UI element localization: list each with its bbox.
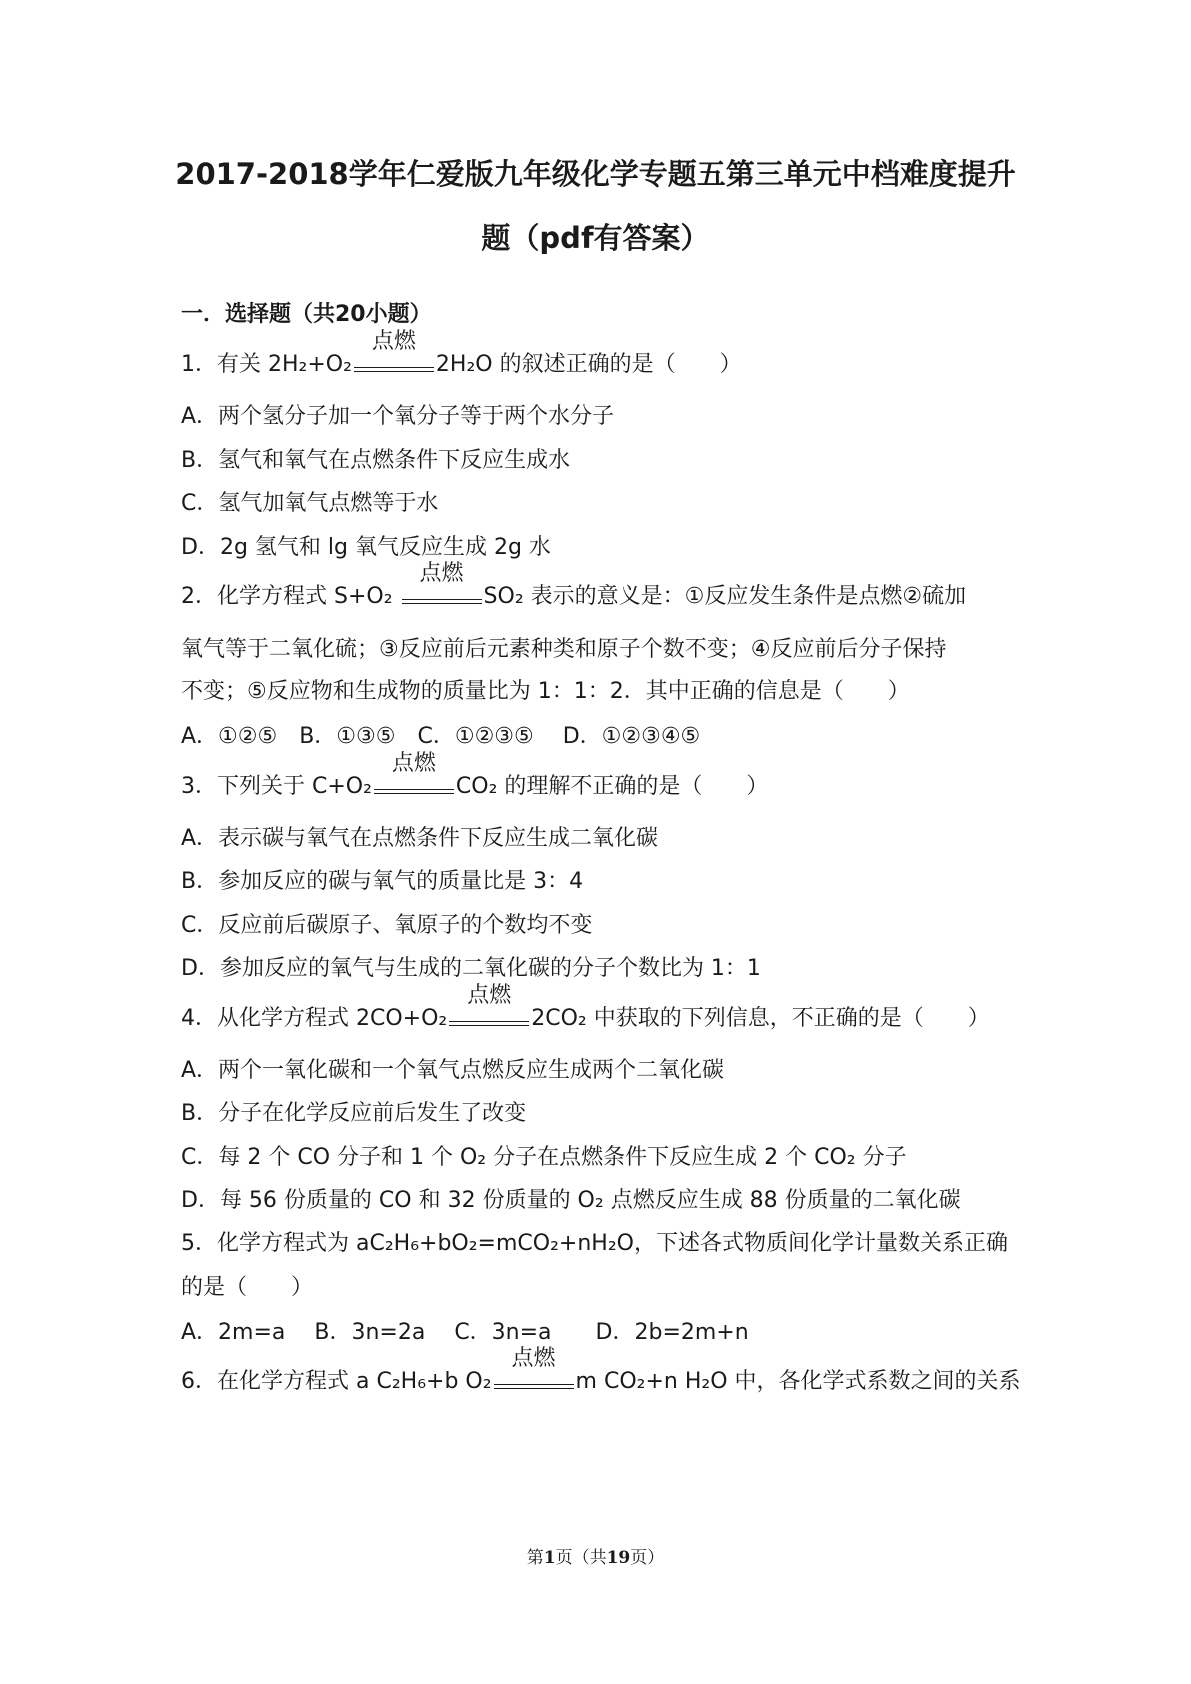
question-1-option-b: B．氢气和氧气在点燃条件下反应生成水	[181, 448, 571, 473]
double-line	[354, 367, 434, 372]
reaction-condition: 点燃	[511, 1346, 556, 1371]
question-2-options: A．①②⑤ B．①③⑤ C．①②③⑤ D．①②③④⑤	[181, 724, 701, 749]
question-1-option-a: A．两个氢分子加一个氧分子等于两个水分子	[181, 404, 615, 429]
document-title-line-1: 2017-2018学年仁爱版九年级化学专题五第三单元中档难度提升	[175, 157, 1016, 191]
question-4-option-a: A．两个一氧化碳和一个氧气点燃反应生成两个二氧化碳	[181, 1058, 725, 1083]
question-1-stem-end: 2H₂O 的叙述正确的是（ ）	[435, 352, 742, 377]
question-2-stem-end: SO₂ 表示的意义是：①反应发生条件是点燃②硫加	[483, 584, 967, 609]
double-line	[449, 1021, 529, 1026]
reaction-arrow	[352, 329, 436, 380]
reaction-arrow	[492, 1346, 576, 1397]
footer-total-pages: 19	[606, 1548, 631, 1568]
footer-middle: 页（共	[555, 1548, 607, 1568]
footer-prefix: 第	[526, 1548, 544, 1568]
question-2-line-3: 不变；⑤反应物和生成物的质量比为 1：1：2．其中正确的信息是（ ）	[181, 679, 910, 704]
question-2-line-2: 氧气等于二氧化硫；③反应前后元素种类和原子个数不变；④反应前后分子保持	[181, 637, 947, 662]
reaction-condition: 点燃	[371, 329, 416, 354]
question-4-stem-start: 4．从化学方程式 2CO+O₂	[181, 1006, 448, 1031]
question-5-options: A．2m=a B．3n=2a C．3n=a D．2b=2m+n	[181, 1320, 749, 1345]
reaction-condition: 点燃	[391, 751, 436, 776]
footer-suffix: 页）	[630, 1548, 665, 1568]
question-6	[181, 1346, 1041, 1397]
question-3-option-d: D．参加反应的氧气与生成的二氧化碳的分子个数比为 1：1	[181, 956, 761, 981]
question-3-option-c: C．反应前后碳原子、氧原子的个数均不变	[181, 913, 593, 938]
question-4	[181, 983, 1041, 1034]
double-line	[494, 1384, 574, 1389]
question-1-stem-start: 1．有关 2H₂+O₂	[181, 352, 352, 377]
question-3-option-b: B．参加反应的碳与氧气的质量比是 3：4	[181, 869, 584, 894]
question-1	[181, 329, 1041, 380]
question-2-stem-start: 2．化学方程式 S+O₂	[181, 584, 400, 609]
page-footer	[0, 1543, 1191, 1568]
question-4-option-c: C．每 2 个 CO 分子和 1 个 O₂ 分子在点燃条件下反应生成 2 个 CO₂ 分子	[181, 1145, 907, 1170]
document-title-line-2: 题（pdf有答案）	[481, 221, 710, 255]
question-4-option-d: D．每 56 份质量的 CO 和 32 份质量的 O₂ 点燃反应生成 88 份质量的二氧化碳	[181, 1188, 961, 1213]
double-line	[402, 599, 482, 604]
question-3	[181, 751, 1041, 802]
question-3-option-a: A．表示碳与氧气在点燃条件下反应生成二氧化碳	[181, 826, 659, 851]
reaction-condition: 点燃	[467, 983, 512, 1008]
question-4-option-b: B．分子在化学反应前后发生了改变	[181, 1101, 527, 1126]
question-2	[181, 561, 1041, 612]
footer-page-number: 1	[543, 1548, 556, 1568]
question-6-stem-end: m CO₂+n H₂O 中，各化学式系数之间的关系	[575, 1369, 1021, 1394]
reaction-arrow	[447, 983, 531, 1034]
section-heading: 一．选择题（共20小题）	[181, 302, 432, 327]
question-3-stem-end: CO₂ 的理解不正确的是（ ）	[455, 774, 769, 799]
double-line	[374, 789, 454, 794]
question-6-stem-start: 6．在化学方程式 a C₂H₆+b O₂	[181, 1369, 492, 1394]
question-1-option-c: C．氢气加氧气点燃等于水	[181, 491, 439, 516]
reaction-arrow	[400, 561, 484, 612]
reaction-arrow	[372, 751, 456, 802]
question-3-stem-start: 3．下列关于 C+O₂	[181, 774, 372, 799]
question-5-line-1: 5．化学方程式为 aC₂H₆+bO₂=mCO₂+nH₂O，下述各式物质间化学计量数关系正确	[181, 1231, 1008, 1256]
question-5-line-2: 的是（ ）	[181, 1275, 314, 1300]
question-4-stem-end: 2CO₂ 中获取的下列信息，不正确的是（ ）	[531, 1006, 990, 1031]
reaction-condition: 点燃	[419, 561, 464, 586]
question-1-option-d: D．2g 氢气和 lg 氧气反应生成 2g 水	[181, 535, 551, 560]
